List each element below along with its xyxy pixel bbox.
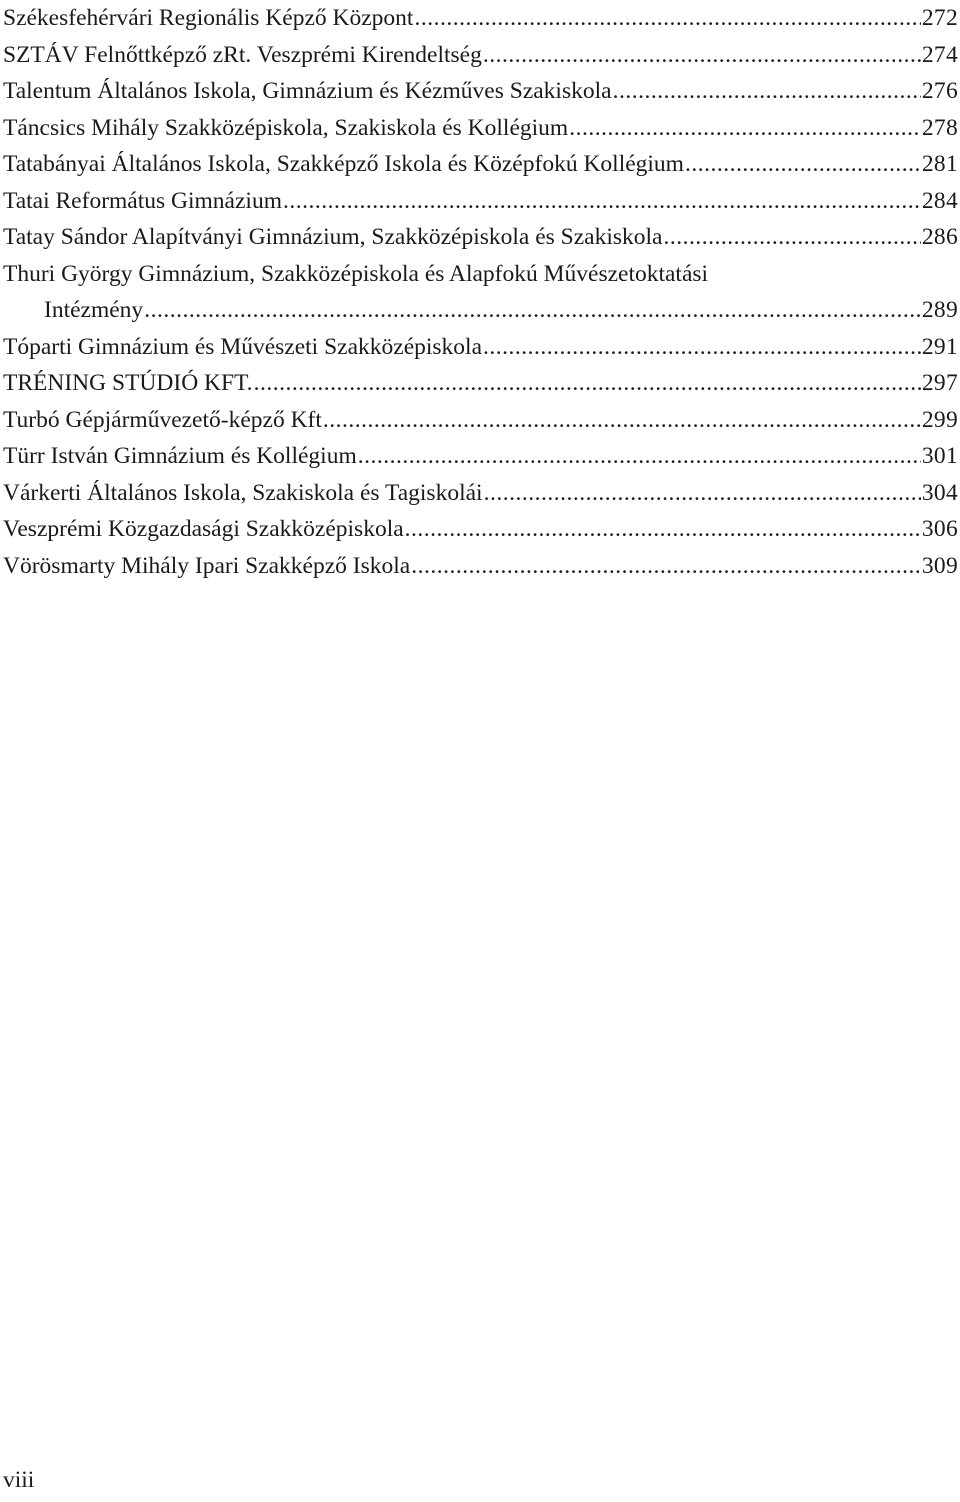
- toc-entry-title: Talentum Általános Iskola, Gimnázium és Kézműves Szakiskola: [3, 78, 612, 104]
- toc-entry-page: 274: [921, 41, 958, 68]
- dot-leader: [483, 37, 921, 74]
- toc-entry-page: 306: [921, 516, 958, 542]
- toc-entry-title: Székesfehérvári Regionális Képző Központ: [3, 5, 414, 31]
- dot-leader: [483, 329, 921, 366]
- dot-leader: [411, 548, 921, 585]
- toc-entry[interactable]: [3, 0, 958, 37]
- toc-entry-title: Tatai Református Gimnázium: [3, 187, 282, 214]
- toc-entry[interactable]: [3, 73, 958, 110]
- dot-leader: [484, 475, 921, 512]
- toc-entry[interactable]: [3, 219, 958, 256]
- toc-entry-title: TRÉNING STÚDIÓ KFT.: [3, 370, 253, 396]
- toc-entry-title: Tóparti Gimnázium és Művészeti Szakközépiskola: [3, 333, 483, 360]
- dot-leader: [685, 146, 921, 183]
- toc-entry-title: Veszprémi Közgazdasági Szakközépiskola: [3, 516, 404, 542]
- toc-entry-title: Tatabányai Általános Iskola, Szakképző Iskola és Középfokú Kollégium: [3, 151, 684, 177]
- toc-entry-page: 309: [921, 552, 958, 579]
- toc-entry[interactable]: [3, 110, 958, 147]
- toc-entry[interactable]: [3, 146, 958, 183]
- toc-entry-page: 297: [921, 370, 958, 396]
- toc-entry-page: 276: [921, 78, 958, 104]
- toc-entry-page: 284: [921, 187, 958, 214]
- toc-entry-page: 301: [921, 443, 958, 469]
- toc-entry-page: 299: [921, 406, 958, 433]
- toc-entry-page: 291: [921, 333, 958, 360]
- toc-entry-title: Tatay Sándor Alapítványi Gimnázium, Szakközépiskola és Szakiskola: [3, 224, 663, 250]
- toc-entry-title-continued: Intézmény: [44, 297, 144, 323]
- dot-leader: [358, 438, 921, 475]
- toc-entry-page: 281: [921, 151, 958, 177]
- toc-entry[interactable]: [3, 183, 958, 220]
- toc-entry[interactable]: [3, 475, 958, 512]
- toc-entry-title: Turbó Gépjárművezető-képző Kft: [3, 406, 322, 433]
- toc-entry-title: Türr István Gimnázium és Kollégium: [3, 443, 357, 469]
- dot-leader: [613, 73, 921, 110]
- toc-entry-title: Táncsics Mihály Szakközépiskola, Szakiskola és Kollégium: [3, 114, 569, 141]
- dot-leader: [663, 219, 920, 256]
- toc-entry-page: 304: [921, 479, 958, 506]
- page-number: viii: [3, 1467, 35, 1493]
- dot-leader: [414, 0, 920, 37]
- toc-entry-title: Várkerti Általános Iskola, Szakiskola és Tagiskolái: [3, 479, 483, 506]
- toc-entry-title: SZTÁV Felnőttképző zRt. Veszprémi Kirendeltség: [3, 41, 482, 68]
- toc-entry-page: 289: [921, 297, 958, 323]
- table-of-contents: [3, 0, 958, 584]
- toc-entry[interactable]: [3, 37, 958, 74]
- dot-leader: [283, 183, 921, 220]
- toc-entry[interactable]: [3, 402, 958, 439]
- dot-leader: [405, 511, 921, 548]
- toc-entry[interactable]: [3, 511, 958, 548]
- toc-entry[interactable]: [3, 548, 958, 585]
- toc-entry-page: 272: [921, 5, 958, 31]
- dot-leader: [323, 402, 921, 439]
- toc-entry[interactable]: [3, 329, 958, 366]
- toc-entry-page: 286: [921, 224, 958, 250]
- toc-entry-page: 278: [921, 114, 958, 141]
- dot-leader: [254, 365, 921, 402]
- toc-entry[interactable]: [3, 365, 958, 402]
- toc-entry-title: Thuri György Gimnázium, Szakközépiskola és Alapfokú Művészetoktatási: [3, 260, 709, 287]
- dot-leader: [144, 292, 921, 329]
- dot-leader: [569, 110, 921, 147]
- toc-entry-title: Vörösmarty Mihály Ipari Szakképző Iskola: [3, 552, 411, 579]
- toc-entry[interactable]: [3, 438, 958, 475]
- toc-entry[interactable]: [3, 256, 958, 329]
